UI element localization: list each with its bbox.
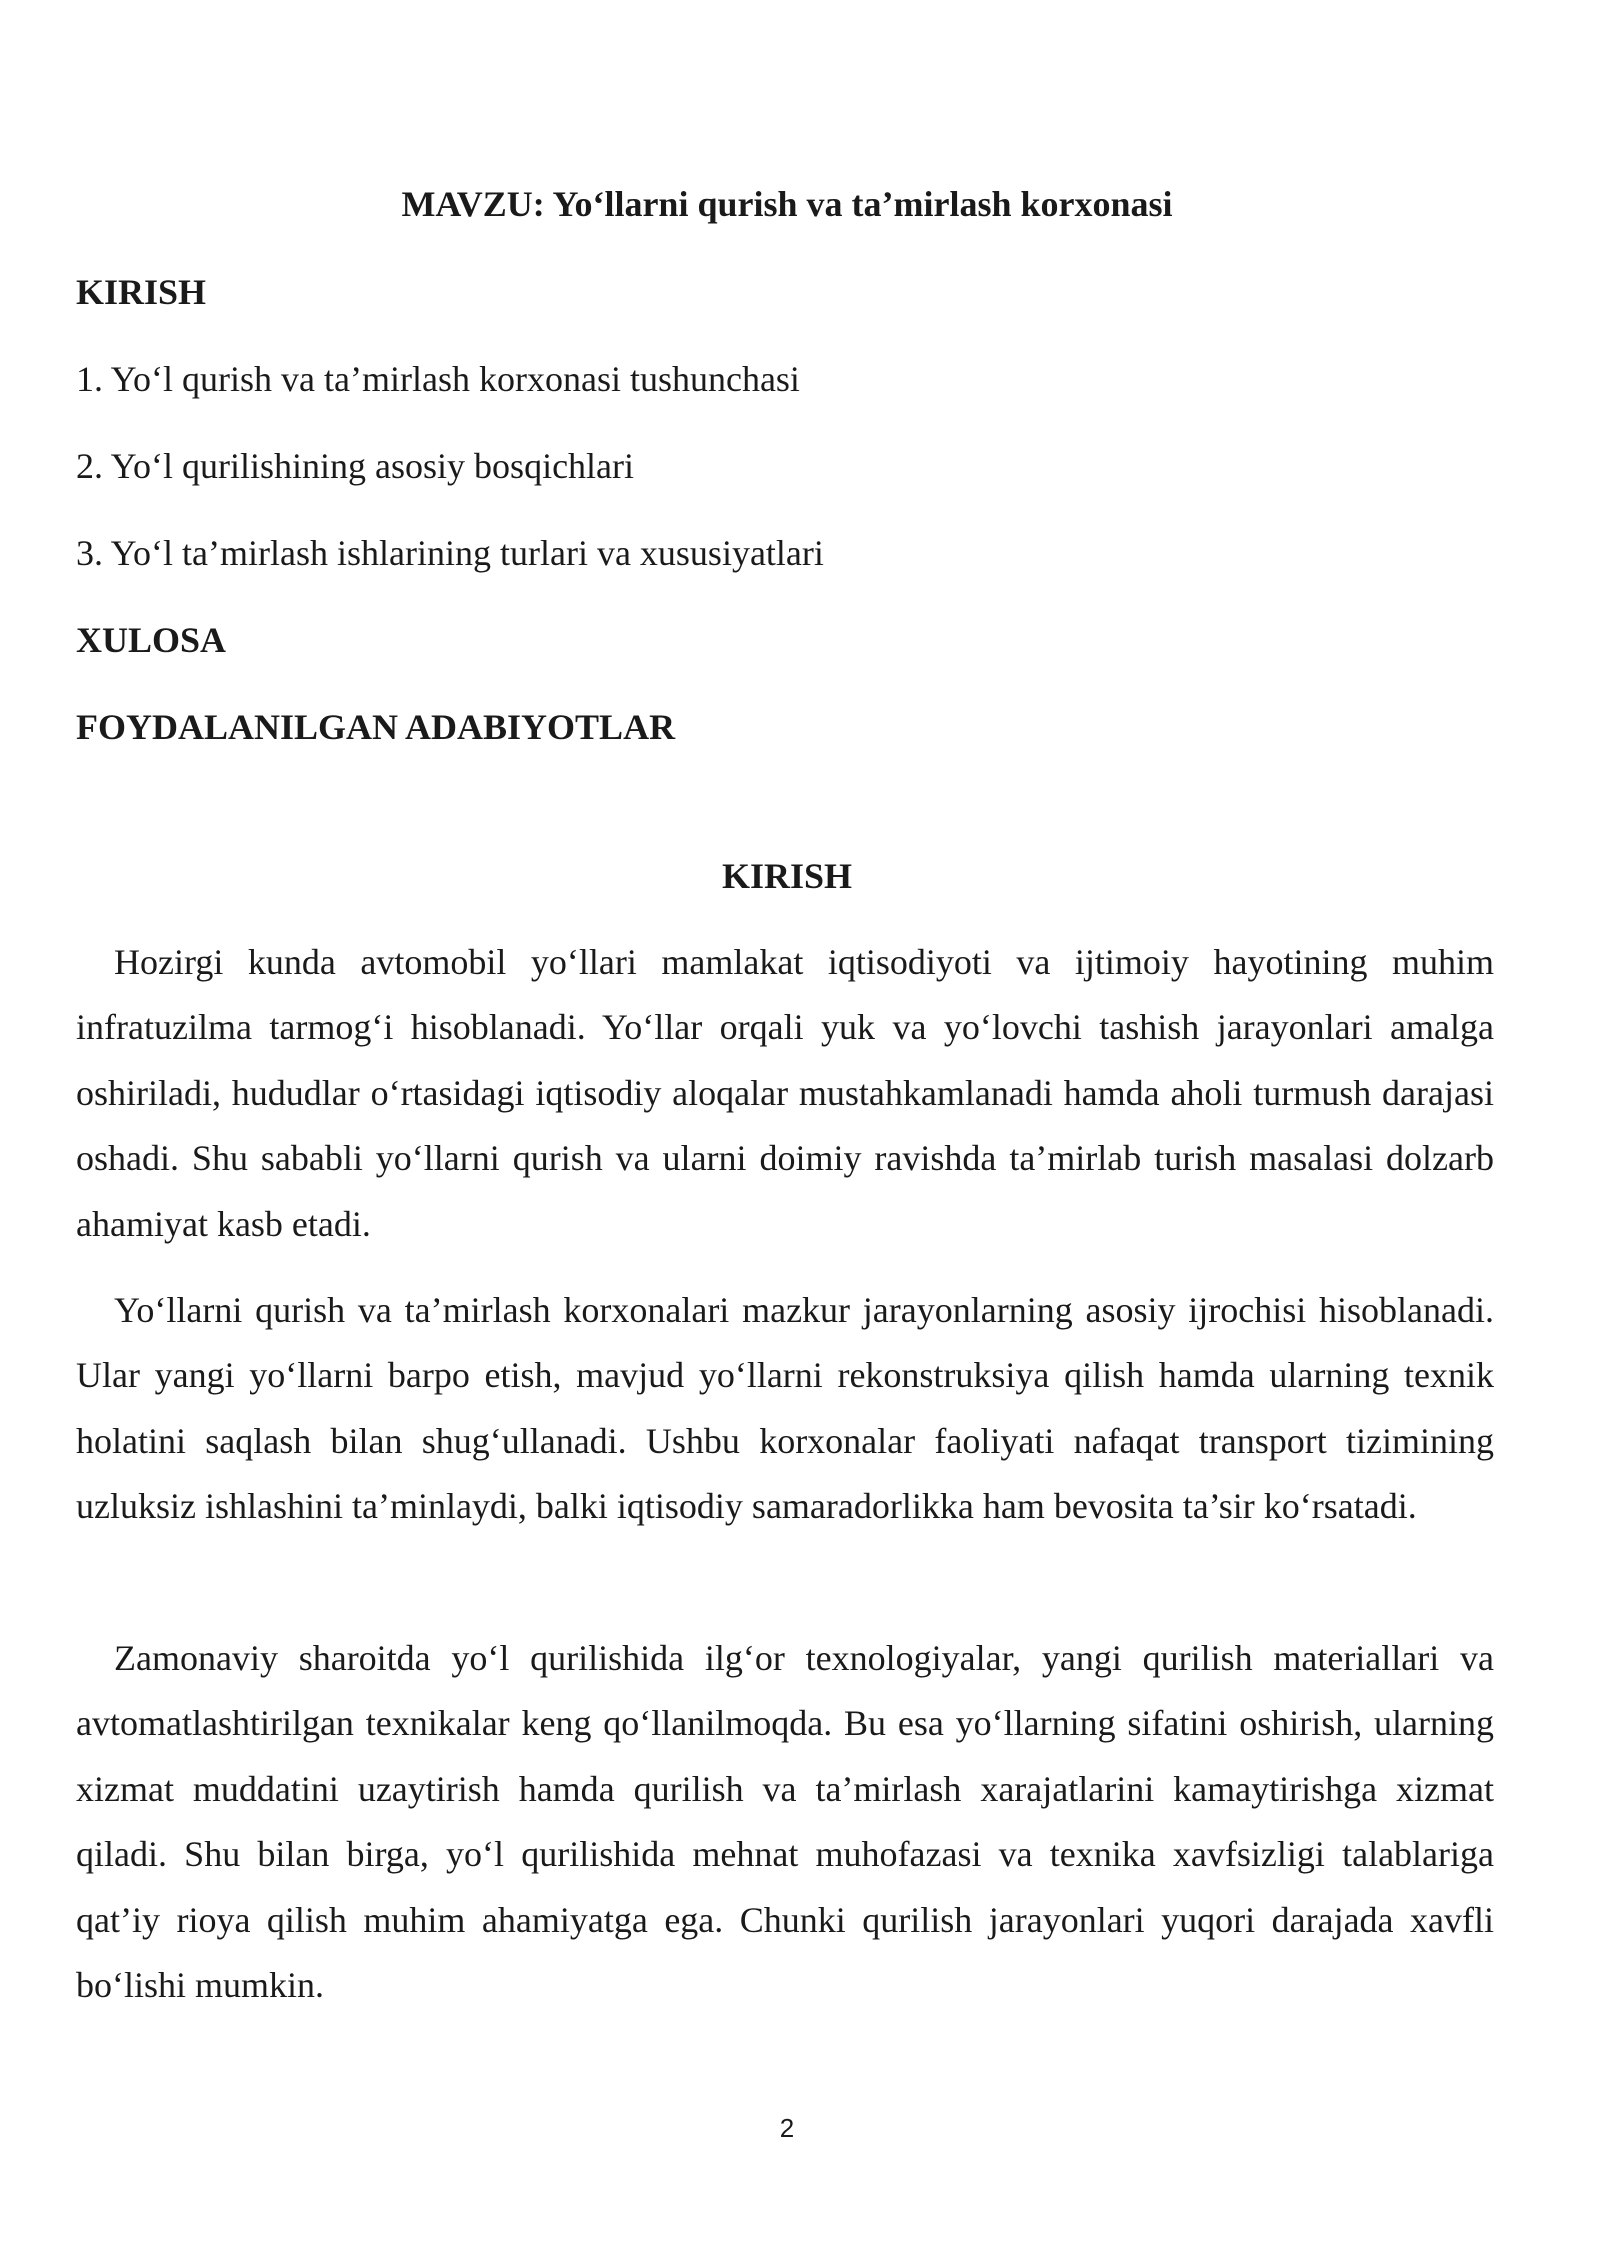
paragraph-2: Yo‘llarni qurish va ta’mirlash korxonalari mazkur jarayonlarning asosiy ijrochisi hisoblanadi. Ular yangi yo‘llarni barpo etish, mavjud yo‘llarni rekonstruksiya qilish hamda ularning texnik holatini saqlash bilan shug‘ullanadi. Ushbu korxonalar faoliyati nafaqat transport tizimining uzluksiz ishlashini ta’minlaydi, balki iqtisodiy samaradorlikka ham bevosita ta’sir ko‘rsatadi. bbox=[76, 1290, 1494, 1527]
paragraph-3: Zamonaviy sharoitda yo‘l qurilishida ilg‘or texnologiyalar, yangi qurilish materiallari va avtomatlashtirilgan texnikalar keng qo‘llanilmoqda. Bu esa yo‘llarning sifatini oshirish, ularning xizmat muddatini uzaytirish hamda qurilish va ta’mirlash xarajatlarini kamaytirishga xizmat qiladi. Shu bilan birga, yo‘l qurilishida mehnat muhofazasi va texnika xavfsizligi talablariga qat’iy rioya qilish muhim ahamiyatga ega. Chunki qurilish jarayonlari yuqori darajada xavfli bo‘lishi mumkin. bbox=[76, 1638, 1494, 2006]
paragraph-1: Hozirgi kunda avtomobil yo‘llari mamlakat iqtisodiyoti va ijtimoiy hayotining muhim infratuzilma tarmog‘i hisoblanadi. Yo‘llar orqali yuk va yo‘lovchi tashish jarayonlari amalga oshiriladi, hududlar o‘rtasidagi iqtisodiy aloqalar mustahkamlanadi hamda aholi turmush darajasi oshadi. Shu sababli yo‘llarni qurish va ularni doimiy ravishda ta’mirlab turish masalasi dolzarb ahamiyat kasb etadi. bbox=[76, 942, 1494, 1244]
document-title: MAVZU: Yo‘llarni qurish va ta’mirlash korxonasi bbox=[401, 184, 1173, 224]
page-number: 2 bbox=[779, 2113, 795, 2143]
toc-item-1: 1. Yo‘l qurish va ta’mirlash korxonasi tushunchasi bbox=[76, 359, 800, 399]
toc-item-kirish: KIRISH bbox=[76, 272, 207, 312]
toc-item-adabiyotlar: FOYDALANILGAN ADABIYOTLAR bbox=[76, 707, 676, 747]
section-heading: KIRISH bbox=[721, 856, 853, 896]
toc-item-2: 2. Yo‘l qurilishining asosiy bosqichlari bbox=[76, 446, 635, 486]
toc-item-xulosa: XULOSA bbox=[76, 620, 227, 660]
toc-item-3: 3. Yo‘l ta’mirlash ishlarining turlari va xususiyatlari bbox=[76, 533, 824, 573]
